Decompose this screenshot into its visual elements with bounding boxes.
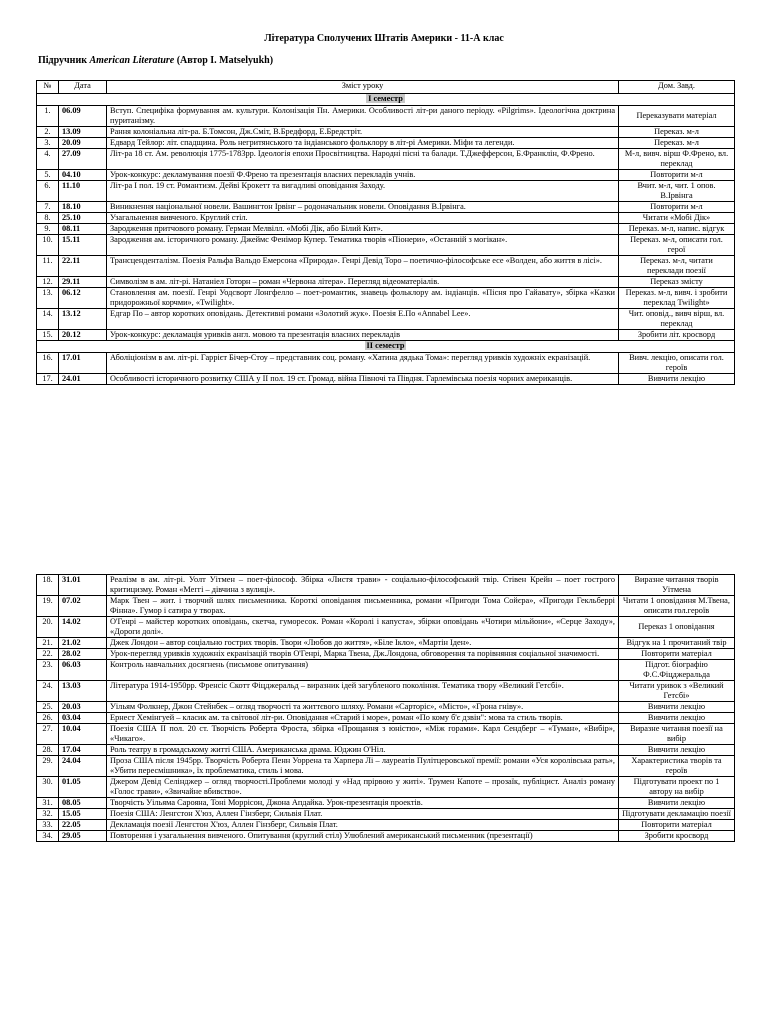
lesson-homework: Характеристика творів та героїв — [619, 756, 735, 777]
lesson-number: 18. — [37, 575, 59, 596]
lesson-homework: Відгук на 1 прочитаний твір — [619, 638, 735, 649]
syllabus-table-page-2 — [36, 574, 735, 842]
textbook-prefix: Підручник — [38, 55, 90, 66]
table-row — [37, 330, 735, 341]
lesson-content: Рання колоніальна літ-ра. Б.Томсон, Дж.Сміт, В.Бредфорд, Е.Бредстріт. — [107, 127, 619, 138]
lesson-number: 25. — [37, 702, 59, 713]
lesson-date: 17.01 — [59, 353, 107, 374]
lesson-number: 22. — [37, 649, 59, 660]
lesson-homework: Підгот. біографію Ф.С.Фіцджеральда — [619, 660, 735, 681]
lesson-homework: Переказ. м-л — [619, 138, 735, 149]
lesson-date: 07.02 — [59, 596, 107, 617]
semester-1-label: І семестр — [368, 94, 403, 103]
lesson-number: 19. — [37, 596, 59, 617]
lesson-number: 24. — [37, 681, 59, 702]
lesson-homework: Переказ. м-л, напис. відгук — [619, 224, 735, 235]
lesson-homework: Переказ. м-л — [619, 127, 735, 138]
lesson-homework: Вивчити лекцію — [619, 798, 735, 809]
lesson-homework: Переказ. м-л, описати гол. герої — [619, 235, 735, 256]
lesson-content: Вступ. Специфіка формування ам. культури. Колонізація Пн. Америки. Особливості літ-ри даного періоду. «Pilgrims». Ідеологічна доктрина пуританізму. — [107, 106, 619, 127]
lesson-date: 24.01 — [59, 374, 107, 385]
table-row — [37, 213, 735, 224]
lesson-date: 22.11 — [59, 256, 107, 277]
table-row — [37, 149, 735, 170]
lesson-date: 13.09 — [59, 127, 107, 138]
lesson-date: 28.02 — [59, 649, 107, 660]
lesson-content: Літ-ра І пол. 19 ст. Романтизм. Дейві Крокетт та вигадливі оповідання Заходу. — [107, 181, 619, 202]
lesson-date: 25.10 — [59, 213, 107, 224]
table-row — [37, 777, 735, 798]
lesson-date: 29.05 — [59, 831, 107, 842]
lesson-number: 3. — [37, 138, 59, 149]
lesson-date: 18.10 — [59, 202, 107, 213]
lesson-homework: Зробити літ. кросворд — [619, 330, 735, 341]
lesson-content: Едгар По – автор коротких оповідань. Детективні романи «Золотий жук». Поезія Е.По «Annabel Lee». — [107, 309, 619, 330]
lesson-homework: Виразне читання творів Уітмена — [619, 575, 735, 596]
lesson-number: 9. — [37, 224, 59, 235]
lesson-number: 33. — [37, 820, 59, 831]
table-row — [37, 353, 735, 374]
lesson-homework: Повторити матеріал — [619, 649, 735, 660]
lesson-number: 29. — [37, 756, 59, 777]
lesson-date: 06.09 — [59, 106, 107, 127]
lesson-content: Узагальнення вивченого. Круглий стіл. — [107, 213, 619, 224]
semester-row — [37, 94, 735, 106]
lesson-number: 11. — [37, 256, 59, 277]
lesson-date: 29.11 — [59, 277, 107, 288]
lesson-number: 20. — [37, 617, 59, 638]
lesson-number: 4. — [37, 149, 59, 170]
lesson-date: 10.04 — [59, 724, 107, 745]
lesson-homework: Виразне читання поезії на вибір — [619, 724, 735, 745]
lesson-homework: Переказ 1 оповідання — [619, 617, 735, 638]
col-header-date: Дата — [59, 81, 107, 94]
lesson-number: 34. — [37, 831, 59, 842]
lesson-number: 6. — [37, 181, 59, 202]
table-row — [37, 106, 735, 127]
lesson-homework: Повторити м-л — [619, 202, 735, 213]
table-row — [37, 820, 735, 831]
textbook-name: American Literature — [89, 55, 175, 66]
table-row — [37, 638, 735, 649]
lesson-number: 8. — [37, 213, 59, 224]
table-row — [37, 724, 735, 745]
lesson-number: 13. — [37, 288, 59, 309]
lesson-number: 15. — [37, 330, 59, 341]
lesson-content: Повторення і узагальнення вивченого. Опитування (круглий стіл) Улюблений американський письменник (презентації) — [107, 831, 619, 842]
lesson-content: Виникнення національної новели. Вашингтон Ірвінг – родоначальник новели. Оповідання В.Ірвінга. — [107, 202, 619, 213]
lesson-content: О'Генрі – майстер коротких оповідань, скетча, гуморесок. Роман «Королі і капуста», збірки оповідань «Чотири мільйони», «Серце Заходу», «Дороги долі». — [107, 617, 619, 638]
lesson-homework: Повторити матеріал — [619, 820, 735, 831]
lesson-homework: Читати уривок з «Великий Гетсбі» — [619, 681, 735, 702]
lesson-date: 08.11 — [59, 224, 107, 235]
lesson-number: 26. — [37, 713, 59, 724]
lesson-content: Реалізм в ам. літ-рі. Уолт Уітмен – поет-філософ. Збірка «Листя трави» - соціально-філософський твір. Стівен Крейн – поет гострого критицизму. Роман «Меггі – дівчина з вулиці». — [107, 575, 619, 596]
lesson-homework: Підготувати декламацію поезії — [619, 809, 735, 820]
lesson-date: 31.01 — [59, 575, 107, 596]
table-row — [37, 745, 735, 756]
table-row — [37, 809, 735, 820]
lesson-homework: Вчит. м-л, чит. 1 опов. В.Ірвінга — [619, 181, 735, 202]
lesson-content: Контроль навчальних досягнень (письмове опитування) — [107, 660, 619, 681]
lesson-homework: Вивчити лекцію — [619, 702, 735, 713]
lesson-homework: Переказ змісту — [619, 277, 735, 288]
table-row — [37, 660, 735, 681]
lesson-content: Урок-конкурс: декламування поезії Ф.Френо та презентація власних перекладів учнів. — [107, 170, 619, 181]
lesson-content: Поезія США ІІ пол. 20 ст. Творчість Роберта Фроста, збірка «Прощання з юністю», «Між горами». Карл Сендберг – «Туман», «Вибір», «Чикаго». — [107, 724, 619, 745]
document-title: Література Сполучених Штатів Америки - 11-А клас — [264, 33, 504, 44]
lesson-content: Зародження ам. історичного роману. Джеймс Фенімор Купер. Тематика творів «Піонери», «Останній з могікан». — [107, 235, 619, 256]
lesson-date: 04.10 — [59, 170, 107, 181]
table-row — [37, 127, 735, 138]
syllabus-table-page-1 — [36, 80, 735, 385]
table-row — [37, 277, 735, 288]
table-row — [37, 575, 735, 596]
lesson-content: Едвард Тейлор: літ. спадщина. Роль негритянського та індіанського фольклору в літ-рі Америки. Міфи та легенди. — [107, 138, 619, 149]
table-row — [37, 756, 735, 777]
table-row — [37, 596, 735, 617]
table-row — [37, 681, 735, 702]
col-header-homework: Дом. Завд. — [619, 81, 735, 94]
lesson-date: 22.05 — [59, 820, 107, 831]
lesson-homework: Переказувати матеріал — [619, 106, 735, 127]
lesson-number: 16. — [37, 353, 59, 374]
lesson-date: 13.03 — [59, 681, 107, 702]
lesson-date: 08.05 — [59, 798, 107, 809]
table-row — [37, 170, 735, 181]
semester-2-rows — [37, 341, 735, 385]
lesson-date: 15.11 — [59, 235, 107, 256]
lesson-homework: М-л, вивч. вірш Ф.Френо, вл. переклад — [619, 149, 735, 170]
page-2-rows — [37, 575, 735, 842]
lesson-homework: Вивчити лекцію — [619, 374, 735, 385]
lesson-content: Література 1914-1950рр. Френсіс Скотт Фіцджеральд – виразник ідей загубленого покоління. Тематика твору «Великий Гетсбі». — [107, 681, 619, 702]
col-header-num: № — [37, 81, 59, 94]
lesson-content: Особливості історичного розвитку США у ІІ пол. 19 ст. Громад. війна Півночі та Півдня. Гарлемівська поезія чорних американців. — [107, 374, 619, 385]
lesson-content: Поезія США: Ленгстон Х'юз, Аллен Гінзберг, Сильвія Плат. — [107, 809, 619, 820]
lesson-date: 01.05 — [59, 777, 107, 798]
lesson-date: 21.02 — [59, 638, 107, 649]
lesson-homework: Переказ. м-л, читати переклади поезії — [619, 256, 735, 277]
lesson-date: 20.09 — [59, 138, 107, 149]
lesson-number: 23. — [37, 660, 59, 681]
lesson-homework: Переказ. м-л, вивч. і зробити переклад Twilight» — [619, 288, 735, 309]
semester-row — [37, 341, 735, 353]
lesson-number: 7. — [37, 202, 59, 213]
lesson-number: 28. — [37, 745, 59, 756]
lesson-date: 11.10 — [59, 181, 107, 202]
lesson-number: 5. — [37, 170, 59, 181]
col-header-content: Зміст уроку — [107, 81, 619, 94]
lesson-number: 1. — [37, 106, 59, 127]
semester-2-label: ІІ семестр — [366, 341, 405, 350]
lesson-content: Урок-конкурс: декламація уривків англ. мовою та презентація власних перекладів — [107, 330, 619, 341]
lesson-homework: Повторити м-л — [619, 170, 735, 181]
lesson-date: 06.12 — [59, 288, 107, 309]
lesson-content: Уільям Фолкнер, Джон Стейнбек – огляд творчості та життєвого шляху. Романи «Сарторіс», «Місто», «Грона гніву». — [107, 702, 619, 713]
lesson-number: 21. — [37, 638, 59, 649]
lesson-date: 13.12 — [59, 309, 107, 330]
lesson-content: Урок-перегляд уривків художніх екранізацій творів О'Генрі, Марка Твена, Дж.Лондона, обговорення та порівняння соціальної значимості. — [107, 649, 619, 660]
lesson-date: 20.12 — [59, 330, 107, 341]
lesson-homework: Чит. оповід., вивч вірш, вл. переклад — [619, 309, 735, 330]
lesson-content: Аболіціонізм в ам. літ-рі. Гаррієт Бічер-Стоу – представник соц. роману. «Хатина дядька Тома»: перегляд уривків художніх екранізацій. — [107, 353, 619, 374]
lesson-number: 31. — [37, 798, 59, 809]
lesson-homework: Вивчити лекцію — [619, 745, 735, 756]
lesson-number: 30. — [37, 777, 59, 798]
lesson-content: Ернест Хемінгуей – класик ам. та світової літ-ри. Оповідання «Старий і море», роман «По кому б'є дзвін": мова та стиль творів. — [107, 713, 619, 724]
table-row — [37, 224, 735, 235]
lesson-date: 15.05 — [59, 809, 107, 820]
lesson-homework: Підготувати проект по 1 автору на вибір — [619, 777, 735, 798]
table-row — [37, 374, 735, 385]
table-row — [37, 831, 735, 842]
lesson-content: Становлення ам. поезії. Генрі Уодсворт Лонгфелло – поет-романтик, знавець фольклору ам. індіанців. «Пісня про Гайавату», збірка «Казки придорожньої корчми», «Twilight». — [107, 288, 619, 309]
table-row — [37, 309, 735, 330]
lesson-date: 14.02 — [59, 617, 107, 638]
lesson-content: Джек Лондон – автор соціально гострих творів. Твори «Любов до життя», «Біле Ікло», «Мартін Іден». — [107, 638, 619, 649]
table-row — [37, 202, 735, 213]
table-row — [37, 138, 735, 149]
lesson-content: Марк Твен – жит. і творчий шлях письменника. Короткі оповідання письменника, романи «Пригоди Тома Сойєра», «Пригоди Гекльберрі Фінна». Гумор і сатира у творах. — [107, 596, 619, 617]
semester-1-rows — [37, 94, 735, 341]
lesson-content: Символізм в ам. літ-рі. Натаніел Готорн – роман «Червона літера». Перегляд відеоматеріалів. — [107, 277, 619, 288]
textbook-author: (Автор І. Matselyukh) — [174, 55, 274, 66]
table-row — [37, 181, 735, 202]
lesson-date: 03.04 — [59, 713, 107, 724]
lesson-homework: Читати «Мобі Дік» — [619, 213, 735, 224]
table-row — [37, 713, 735, 724]
lesson-number: 10. — [37, 235, 59, 256]
table-row — [37, 702, 735, 713]
lesson-content: Трансценденталізм. Поезія Ральфа Вальдо Емерсона «Природа». Генрі Девід Торо – поетично-філософське есе «Волден, або життя в лісі». — [107, 256, 619, 277]
lesson-content: Творчість Уільяма Сароянa, Тоні Моррісон, Джона Апдайка. Урок-презентація проектів. — [107, 798, 619, 809]
lesson-content: Проза США після 1945рр. Творчість Роберта Пенн Уоррена та Харпера Лі – лауреатів Пулітцеровської премії: романи «Уся королівська рать», «Убити пересмішника», їх проблематика, стиль і мова. — [107, 756, 619, 777]
table-row — [37, 798, 735, 809]
lesson-date: 24.04 — [59, 756, 107, 777]
table-row — [37, 256, 735, 277]
lesson-content: Літ-ра 18 ст. Ам. революція 1775-1783рр. Ідеологія епохи Просвітництва. Народні пісні та балади. Т.Джефферсон, Б.Франклін, Ф.Френо. — [107, 149, 619, 170]
textbook-line — [38, 55, 273, 66]
lesson-homework: Читати 1 оповідання М.Твена, описати гол.героїв — [619, 596, 735, 617]
lesson-date: 06.03 — [59, 660, 107, 681]
lesson-homework: Зробити кросворд — [619, 831, 735, 842]
lesson-date: 17.04 — [59, 745, 107, 756]
lesson-number: 2. — [37, 127, 59, 138]
lesson-content: Зародження притчового роману. Герман Мелвілл. «Мобі Дік, або Білий Кит». — [107, 224, 619, 235]
lesson-homework: Вивчити лекцію — [619, 713, 735, 724]
lesson-content: Джером Девід Селінджер – огляд творчості.Проблеми молоді у «Над прірвою у житі». Трумен Капоте – прозаїк, публіцист. Аналіз роману «Голос трави», «Звичайне вбивство». — [107, 777, 619, 798]
lesson-number: 12. — [37, 277, 59, 288]
lesson-number: 32. — [37, 809, 59, 820]
table-row — [37, 235, 735, 256]
lesson-number: 14. — [37, 309, 59, 330]
lesson-date: 27.09 — [59, 149, 107, 170]
table-row — [37, 649, 735, 660]
table-row — [37, 617, 735, 638]
lesson-content: Декламація поезії Ленгстон Х'юз, Аллен Гінзберг, Сильвія Плат. — [107, 820, 619, 831]
lesson-number: 17. — [37, 374, 59, 385]
lesson-date: 20.03 — [59, 702, 107, 713]
lesson-content: Роль театру в громадському житті США. Американська драма. Юджин О'Ніл. — [107, 745, 619, 756]
lesson-homework: Вивч. лекцію, описати гол. героїв — [619, 353, 735, 374]
table-row — [37, 288, 735, 309]
table-header-row — [37, 81, 735, 94]
lesson-number: 27. — [37, 724, 59, 745]
